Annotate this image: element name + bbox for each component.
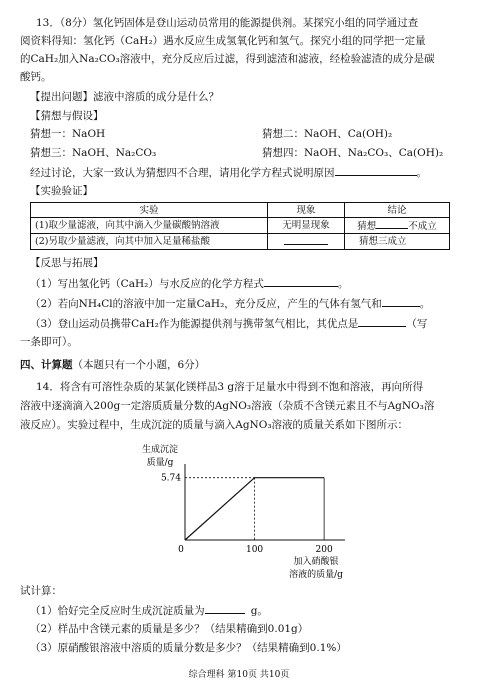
y-axis-label-line2: 质量/g: [146, 458, 174, 468]
row2-experiment: (2)另取少量滤液，向其中加入足量稀盐酸: [31, 234, 268, 250]
experiment-table: [30, 202, 450, 250]
x-tick-label-200: 200: [315, 545, 333, 555]
q14-line2: 溶液中逐滴滴入200g一定溶质质量分数的AgNO₃溶液（杂质不含镁元素且不与AgNO₃溶: [20, 400, 435, 412]
guess-4: 猜想四：NaOH、Na₂CO₃、Ca(OH)₂: [262, 147, 444, 159]
calc-2: （2）样品中含镁元素的质量是多少？（结果精确到0.01g）: [30, 623, 309, 635]
q13-line4: 酸钙。: [20, 71, 52, 83]
reflect-2: （2）若向NH₄Cl的溶液中加一定量CaH₂，充分反应，产生的气体有氢气和 。: [30, 298, 431, 310]
reflect-3-cont: 一条即可）。: [20, 336, 78, 348]
x-axis-label-line1: 加入硝酸银: [293, 557, 339, 567]
table-header-row: [31, 203, 450, 218]
q14-line3: 液反应）。实验过程中，生成沉淀的质量与滴入AgNO₃溶液的质量关系如下图所示：: [20, 419, 409, 431]
answer-blank-equation[interactable]: [335, 165, 417, 176]
table-row: [31, 218, 450, 234]
table-row: [31, 234, 450, 250]
row1-phenomenon: 无明显现象: [268, 218, 345, 234]
q14-line1: 14．将含有可溶性杂质的某氯化镁样品3 g溶于足量水中得到不饱和溶液，再向所得: [36, 381, 424, 393]
answer-blank-phenomenon[interactable]: [284, 234, 328, 245]
row1-experiment: (1)取少量滤液，向其中滴入少量碳酸钠溶液: [31, 218, 268, 234]
answer-blank-guess[interactable]: [376, 218, 408, 229]
x-axis-label-line2: 溶液的质量/g: [289, 570, 343, 580]
guess-2: 猜想二：NaOH、Ca(OH)₂: [262, 128, 393, 140]
y-axis-label-line1: 生成沉淀: [141, 445, 179, 455]
q13-line2: 阅资料得知：氢化钙（CaH₂）遇水反应生成氢氧化钙和氢气。探究小组的同学把一定量: [20, 35, 426, 47]
answer-blank-reaction[interactable]: [264, 276, 338, 287]
q13-propose: 【提出问题】滤液中溶质的成分是什么？: [30, 91, 219, 103]
header-experiment: 实验: [31, 203, 268, 218]
y-tick-label: 5.74: [160, 473, 181, 484]
guess-3: 猜想三：NaOH、Na₂CO₃: [30, 147, 157, 159]
reflect-1: （1）写出氢化钙（CaH₂）与水反应的化学方程式 。: [30, 278, 349, 290]
row2-phenomenon: [268, 234, 345, 250]
origin-label: 0: [178, 545, 184, 555]
calc-3: （3）原硝酸银溶液中溶质的质量分数是多少？（结果精确到0.1%）: [30, 642, 347, 654]
answer-blank-gas[interactable]: [382, 296, 420, 307]
q13-line3: 的CaH₂加入Na₂CO₃溶液中，充分反应后过滤，得到滤渣和滤液，经检验滤渣的成分是碳: [20, 53, 435, 65]
x-tick-label-100: 100: [245, 545, 264, 555]
page-footer: 综合理科 第10页 共10页: [188, 670, 290, 680]
guess-1: 猜想一：NaOH: [30, 128, 106, 140]
discuss-text: 经过讨论，大家一致认为猜想四不合理，请用化学方程式说明原因 。: [30, 167, 427, 179]
calc-1: （1）恰好完全反应时生成沉淀质量为 g。: [30, 605, 268, 617]
q13-line1: 13．（8分）氢化钙固体是登山运动员常用的能源提供剂。某探究小组的同学通过查: [36, 17, 419, 29]
calc-intro: 试计算：: [20, 585, 62, 597]
reflect-3: （3）登山运动员携带CaH₂作为能源提供剂与携带氢气相比，其优点是 （写: [30, 318, 428, 330]
answer-blank-mass[interactable]: [205, 603, 245, 614]
q13-guess-header: 【猜想与假设】: [30, 110, 104, 122]
reflect-header: 【反思与拓展】: [30, 257, 104, 269]
header-conclusion: 结论: [345, 203, 450, 218]
header-phenomenon: 现象: [268, 203, 345, 218]
row2-conclusion: 猜想三成立: [345, 234, 450, 250]
answer-blank-advantage[interactable]: [358, 316, 406, 327]
precipitate-chart: [120, 436, 380, 582]
row1-conclusion: 猜想 不成立: [345, 218, 450, 234]
section4-heading: 四、计算题（本题只有一个小题，6分）: [20, 359, 206, 371]
verify-header: 【实验验证】: [30, 185, 93, 197]
